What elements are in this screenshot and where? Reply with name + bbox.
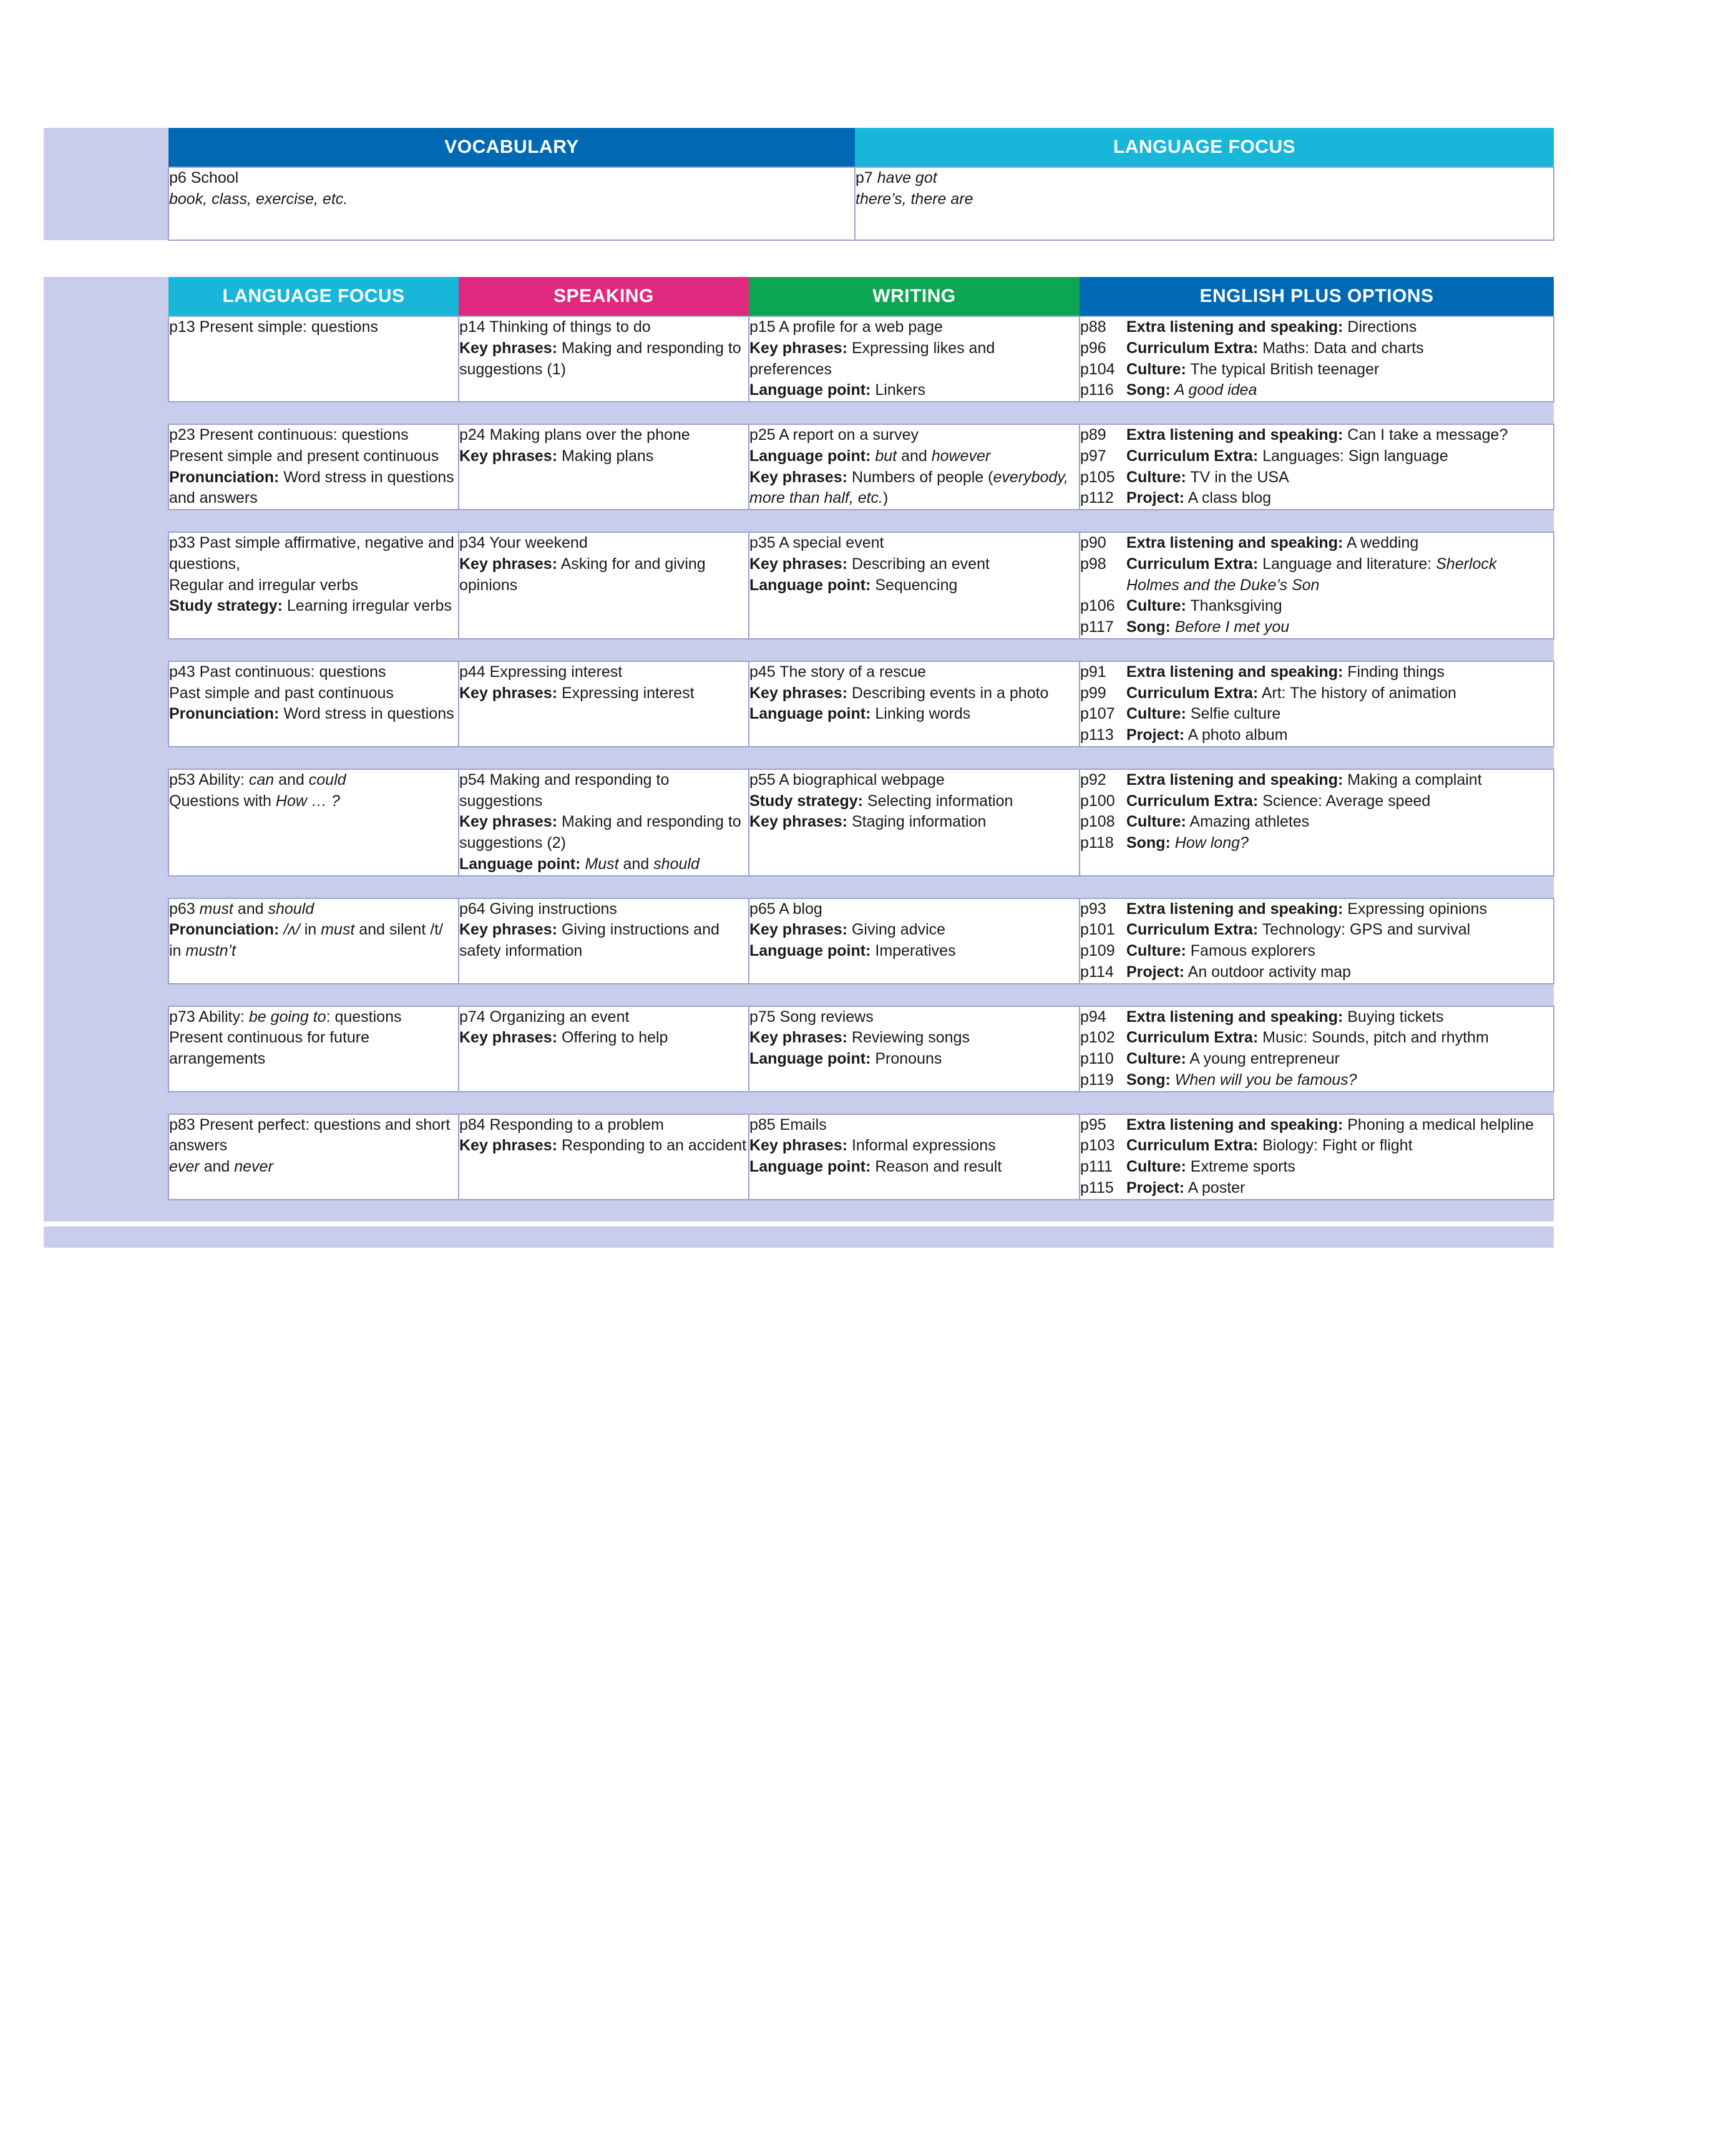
option-page: p110 bbox=[1080, 1050, 1114, 1067]
cell-speaking bbox=[459, 769, 749, 876]
option-page: p117 bbox=[1080, 618, 1114, 636]
cell-line: Language point: Linking words bbox=[749, 705, 971, 723]
cell-language-focus-intro bbox=[855, 167, 1554, 240]
cell-line: Study strategy: Selecting information bbox=[749, 792, 1013, 810]
option-line bbox=[1080, 962, 1553, 983]
table-row bbox=[44, 661, 1554, 747]
cell-line: p33 Past simple affirmative, negative and questions, bbox=[169, 534, 454, 573]
cell-line: Key phrases: Making and responding to suggestions (1) bbox=[459, 339, 741, 378]
cell-speaking bbox=[459, 661, 749, 747]
option-text: Culture: Selfie culture bbox=[1126, 705, 1281, 723]
option-text: Project: A photo album bbox=[1126, 726, 1288, 744]
unit-spacer bbox=[44, 1092, 1554, 1114]
main-header-row bbox=[44, 277, 1554, 316]
cell-line: Language point: Imperatives bbox=[749, 942, 956, 959]
cell-line: Language point: Reason and result bbox=[749, 1158, 1002, 1175]
option-page: p113 bbox=[1080, 726, 1114, 744]
option-page: p93 bbox=[1080, 900, 1106, 918]
unit-spacer-row bbox=[44, 876, 1554, 898]
option-text: Culture: Thanksgiving bbox=[1126, 597, 1282, 615]
option-line bbox=[1080, 467, 1553, 488]
lf-line-1: p7 have got bbox=[856, 169, 937, 187]
cell-line: Key phrases: Staging information bbox=[749, 813, 987, 831]
option-line bbox=[1080, 920, 1553, 941]
option-text: Curriculum Extra: Language and literature: Sherlock Holmes and the Duke’s Son bbox=[1126, 555, 1497, 594]
option-page: p98 bbox=[1080, 555, 1106, 573]
unit-spacer bbox=[44, 747, 1554, 769]
table-gap bbox=[44, 241, 1554, 277]
option-page: p104 bbox=[1080, 360, 1115, 378]
option-page: p100 bbox=[1080, 792, 1115, 810]
cell-line: Key phrases: Making and responding to suggestions (2) bbox=[459, 813, 741, 852]
option-text: Curriculum Extra: Science: Average speed bbox=[1126, 792, 1431, 810]
unit-spacer-row bbox=[44, 402, 1554, 424]
cell-line: Language point: Sequencing bbox=[749, 576, 958, 594]
unit-spacer-row bbox=[44, 639, 1554, 661]
option-page: p103 bbox=[1080, 1137, 1115, 1155]
row-marker-cell bbox=[44, 424, 168, 510]
option-line bbox=[1080, 725, 1553, 746]
unit-spacer-row bbox=[44, 984, 1554, 1006]
option-text: Culture: TV in the USA bbox=[1126, 468, 1289, 486]
option-text: Curriculum Extra: Maths: Data and charts bbox=[1126, 339, 1424, 357]
header-speaking: SPEAKING bbox=[459, 277, 749, 316]
row-marker-cell bbox=[44, 277, 168, 316]
cell-line: p15 A profile for a web page bbox=[749, 318, 943, 336]
cell-writing bbox=[749, 898, 1080, 984]
cell-line: Pronunciation: Word stress in questions and answers bbox=[169, 468, 454, 507]
option-line bbox=[1080, 488, 1553, 509]
cell-line: p73 Ability: be going to: questions bbox=[169, 1008, 402, 1026]
option-text: Curriculum Extra: Music: Sounds, pitch and rhythm bbox=[1126, 1029, 1489, 1047]
table-row bbox=[44, 316, 1554, 402]
option-line bbox=[1080, 617, 1553, 638]
option-text: Song: How long? bbox=[1126, 834, 1249, 852]
cell-line: p63 must and should bbox=[169, 900, 315, 918]
intro-body-row bbox=[44, 167, 1554, 240]
unit-spacer bbox=[44, 876, 1554, 898]
cell-line: Key phrases: Offering to help bbox=[459, 1029, 668, 1047]
option-text: Curriculum Extra: Languages: Sign language bbox=[1126, 447, 1448, 465]
cell-language-focus bbox=[168, 1114, 459, 1200]
cell-language-focus bbox=[168, 1006, 459, 1092]
cell-line: Present simple and present continuous bbox=[169, 447, 439, 465]
option-line bbox=[1080, 1115, 1553, 1136]
cell-line: p14 Thinking of things to do bbox=[459, 318, 651, 336]
vocab-line-2: book, class, exercise, etc. bbox=[169, 190, 348, 208]
cell-language-focus bbox=[168, 898, 459, 984]
row-marker-cell bbox=[44, 532, 168, 639]
cell-english-plus-options bbox=[1080, 532, 1554, 639]
option-text: Project: A poster bbox=[1126, 1178, 1246, 1197]
option-page: p108 bbox=[1080, 813, 1115, 831]
header-writing: WRITING bbox=[749, 277, 1080, 316]
cell-line: p75 Song reviews bbox=[749, 1008, 874, 1026]
option-line bbox=[1080, 899, 1553, 920]
option-line bbox=[1080, 317, 1553, 338]
header-english-plus-options: ENGLISH PLUS OPTIONS bbox=[1080, 277, 1554, 316]
option-page: p102 bbox=[1080, 1029, 1115, 1047]
option-text: Extra listening and speaking: Phoning a medical helpline bbox=[1126, 1115, 1534, 1134]
cell-vocabulary-intro bbox=[168, 167, 855, 240]
option-page: p115 bbox=[1080, 1178, 1114, 1197]
cell-line: p34 Your weekend bbox=[459, 534, 588, 551]
contents-page bbox=[44, 128, 1554, 1248]
cell-language-focus bbox=[168, 661, 459, 747]
unit-spacer-row bbox=[44, 747, 1554, 769]
cell-line: ever and never bbox=[169, 1158, 273, 1175]
cell-english-plus-options bbox=[1080, 898, 1554, 984]
option-line bbox=[1080, 1070, 1553, 1091]
option-text: Extra listening and speaking: Can I take a message? bbox=[1126, 426, 1508, 444]
header-language-focus: LANGUAGE FOCUS bbox=[168, 277, 459, 316]
cell-line: p24 Making plans over the phone bbox=[459, 426, 690, 444]
cell-speaking bbox=[459, 532, 749, 639]
table-row bbox=[44, 532, 1554, 639]
option-page: p89 bbox=[1080, 426, 1106, 444]
option-page: p96 bbox=[1080, 339, 1106, 357]
option-page: p109 bbox=[1080, 942, 1115, 959]
table-row bbox=[44, 424, 1554, 510]
intro-unit-table bbox=[44, 128, 1554, 241]
cell-writing bbox=[749, 424, 1080, 510]
row-marker-cell bbox=[44, 769, 168, 876]
option-page: p111 bbox=[1080, 1158, 1113, 1175]
row-marker-cell bbox=[44, 1006, 168, 1092]
cell-line: Key phrases: Numbers of people (everybody, more than half, etc.) bbox=[749, 468, 1068, 507]
unit-spacer-row bbox=[44, 510, 1554, 532]
cell-speaking bbox=[459, 1006, 749, 1092]
option-line bbox=[1080, 1049, 1553, 1070]
option-page: p114 bbox=[1080, 963, 1114, 981]
option-page: p112 bbox=[1080, 489, 1114, 507]
option-line bbox=[1080, 941, 1553, 962]
cell-line: p85 Emails bbox=[749, 1115, 827, 1134]
option-text: Culture: Extreme sports bbox=[1126, 1158, 1295, 1175]
cell-writing bbox=[749, 532, 1080, 639]
option-page: p99 bbox=[1080, 684, 1106, 702]
cell-writing bbox=[749, 1006, 1080, 1092]
cell-line: p25 A report on a survey bbox=[749, 426, 919, 444]
option-line bbox=[1080, 1157, 1553, 1178]
row-marker-cell bbox=[44, 128, 168, 167]
cell-line: p53 Ability: can and could bbox=[169, 770, 346, 789]
units-table bbox=[44, 277, 1554, 1221]
option-page: p91 bbox=[1080, 663, 1106, 681]
table-row bbox=[44, 1114, 1554, 1200]
cell-line: Pronunciation: Word stress in questions bbox=[169, 705, 454, 723]
option-page: p97 bbox=[1080, 447, 1106, 465]
cell-speaking bbox=[459, 898, 749, 984]
row-marker-cell bbox=[44, 898, 168, 984]
unit-spacer bbox=[44, 1200, 1554, 1221]
cell-line: Key phrases: Expressing likes and preferences bbox=[749, 339, 995, 378]
cell-line: Language point: Must and should bbox=[459, 855, 700, 873]
unit-spacer-row bbox=[44, 1200, 1554, 1221]
option-line bbox=[1080, 1007, 1553, 1028]
cell-english-plus-options bbox=[1080, 424, 1554, 510]
table-row bbox=[44, 898, 1554, 984]
unit-spacer bbox=[44, 510, 1554, 532]
bottom-bar bbox=[44, 1226, 1554, 1248]
header-language-focus-top: LANGUAGE FOCUS bbox=[855, 128, 1554, 167]
option-text: Culture: A young entrepreneur bbox=[1126, 1050, 1340, 1067]
option-line bbox=[1080, 1027, 1553, 1049]
cell-speaking bbox=[459, 316, 749, 402]
row-marker-cell bbox=[44, 1114, 168, 1200]
cell-line: Pronunciation: /ʌ/ in must and silent /t/ in mustn’t bbox=[169, 921, 444, 959]
option-text: Culture: Famous explorers bbox=[1126, 942, 1315, 959]
cell-line: p84 Responding to a problem bbox=[459, 1115, 665, 1134]
option-text: Song: A good idea bbox=[1126, 381, 1257, 399]
cell-line: Study strategy: Learning irregular verbs bbox=[169, 597, 452, 615]
option-text: Song: Before I met you bbox=[1126, 618, 1290, 636]
option-text: Extra listening and speaking: Expressing opinions bbox=[1126, 900, 1488, 918]
cell-line: Language point: Pronouns bbox=[749, 1050, 942, 1067]
cell-line: p64 Giving instructions bbox=[459, 900, 617, 918]
option-line bbox=[1080, 596, 1553, 617]
cell-line: p43 Past continuous: questions bbox=[169, 663, 386, 681]
cell-line: p55 A biographical webpage bbox=[749, 770, 945, 789]
cell-line: Key phrases: Reviewing songs bbox=[749, 1029, 970, 1047]
cell-line: Key phrases: Informal expressions bbox=[749, 1137, 996, 1155]
header-vocabulary: VOCABULARY bbox=[168, 128, 855, 167]
cell-english-plus-options bbox=[1080, 1006, 1554, 1092]
cell-line: Regular and irregular verbs bbox=[169, 576, 358, 594]
cell-writing bbox=[749, 661, 1080, 747]
option-text: Extra listening and speaking: A wedding bbox=[1126, 534, 1419, 551]
option-text: Project: A class blog bbox=[1126, 489, 1272, 507]
option-text: Extra listening and speaking: Directions bbox=[1126, 318, 1417, 336]
option-line bbox=[1080, 704, 1553, 725]
option-page: p94 bbox=[1080, 1008, 1106, 1026]
cell-language-focus bbox=[168, 424, 459, 510]
option-text: Culture: Amazing athletes bbox=[1126, 813, 1310, 831]
option-line bbox=[1080, 554, 1553, 596]
cell-writing bbox=[749, 769, 1080, 876]
cell-line: Key phrases: Making plans bbox=[459, 447, 654, 465]
cell-line: Past simple and past continuous bbox=[169, 684, 394, 702]
unit-spacer-row bbox=[44, 1092, 1554, 1114]
intro-header-row bbox=[44, 128, 1554, 167]
option-line bbox=[1080, 791, 1553, 812]
cell-writing bbox=[749, 316, 1080, 402]
cell-line: Key phrases: Asking for and giving opinions bbox=[459, 555, 706, 594]
option-page: p105 bbox=[1080, 468, 1115, 486]
option-text: Project: An outdoor activity map bbox=[1126, 963, 1351, 981]
option-line bbox=[1080, 770, 1553, 791]
option-line bbox=[1080, 812, 1553, 833]
cell-line: Language point: but and however bbox=[749, 447, 991, 465]
cell-english-plus-options bbox=[1080, 316, 1554, 402]
cell-line: p35 A special event bbox=[749, 534, 884, 551]
cell-line: p45 The story of a rescue bbox=[749, 663, 927, 681]
option-line bbox=[1080, 683, 1553, 704]
table-row bbox=[44, 769, 1554, 876]
cell-english-plus-options bbox=[1080, 769, 1554, 876]
unit-spacer bbox=[44, 402, 1554, 424]
cell-line: p83 Present perfect: questions and short answers bbox=[169, 1115, 451, 1155]
option-line bbox=[1080, 338, 1553, 359]
cell-language-focus bbox=[168, 769, 459, 876]
option-text: Extra listening and speaking: Finding things bbox=[1126, 663, 1445, 681]
option-line bbox=[1080, 1135, 1553, 1157]
cell-speaking bbox=[459, 424, 749, 510]
option-line bbox=[1080, 359, 1553, 381]
cell-line: Key phrases: Expressing interest bbox=[459, 684, 695, 702]
option-line bbox=[1080, 533, 1553, 554]
option-page: p88 bbox=[1080, 318, 1106, 336]
cell-line: p44 Expressing interest bbox=[459, 663, 623, 681]
cell-line: Questions with How … ? bbox=[169, 792, 340, 810]
option-page: p107 bbox=[1080, 705, 1115, 723]
option-text: Extra listening and speaking: Buying tickets bbox=[1126, 1008, 1444, 1026]
unit-spacer bbox=[44, 639, 1554, 661]
cell-line: Key phrases: Describing events in a photo bbox=[749, 684, 1049, 702]
cell-line: p23 Present continuous: questions bbox=[169, 426, 409, 444]
row-marker-cell bbox=[44, 316, 168, 402]
option-text: Curriculum Extra: Art: The history of animation bbox=[1126, 684, 1456, 702]
cell-line: Key phrases: Giving instructions and safety information bbox=[459, 921, 719, 959]
table-row bbox=[44, 1006, 1554, 1092]
cell-line: p74 Organizing an event bbox=[459, 1008, 630, 1026]
option-line bbox=[1080, 446, 1553, 467]
option-page: p92 bbox=[1080, 770, 1106, 789]
option-text: Curriculum Extra: Technology: GPS and survival bbox=[1126, 921, 1471, 939]
cell-line: Key phrases: Describing an event bbox=[749, 555, 990, 573]
unit-spacer bbox=[44, 984, 1554, 1006]
option-line bbox=[1080, 1178, 1553, 1199]
cell-line: p13 Present simple: questions bbox=[169, 318, 378, 336]
cell-line: p65 A blog bbox=[749, 900, 822, 918]
row-marker-cell bbox=[44, 661, 168, 747]
option-text: Extra listening and speaking: Making a complaint bbox=[1126, 770, 1482, 789]
cell-line: Key phrases: Responding to an accident bbox=[459, 1137, 747, 1155]
option-text: Culture: The typical British teenager bbox=[1126, 360, 1380, 378]
option-line bbox=[1080, 833, 1553, 854]
cell-english-plus-options bbox=[1080, 661, 1554, 747]
vocab-line-1: p6 School bbox=[169, 169, 239, 187]
row-marker-cell bbox=[44, 167, 168, 240]
cell-language-focus bbox=[168, 532, 459, 639]
option-line bbox=[1080, 662, 1553, 683]
option-line bbox=[1080, 425, 1553, 446]
cell-english-plus-options bbox=[1080, 1114, 1554, 1200]
option-page: p106 bbox=[1080, 597, 1115, 615]
cell-line: p54 Making and responding to suggestions bbox=[459, 770, 670, 810]
option-page: p90 bbox=[1080, 534, 1106, 551]
cell-speaking bbox=[459, 1114, 749, 1200]
option-page: p95 bbox=[1080, 1115, 1106, 1134]
cell-line: Present continuous for future arrangements bbox=[169, 1029, 370, 1067]
option-page: p101 bbox=[1080, 921, 1115, 939]
cell-writing bbox=[749, 1114, 1080, 1200]
lf-line-2: there’s, there are bbox=[856, 190, 973, 208]
option-page: p116 bbox=[1080, 381, 1114, 399]
cell-language-focus bbox=[168, 316, 459, 402]
option-text: Curriculum Extra: Biology: Fight or flight bbox=[1126, 1137, 1413, 1155]
option-text: Song: When will you be famous? bbox=[1126, 1071, 1357, 1089]
cell-line: Language point: Linkers bbox=[749, 381, 925, 399]
cell-line: Key phrases: Giving advice bbox=[749, 921, 946, 939]
option-line bbox=[1080, 380, 1553, 401]
option-page: p118 bbox=[1080, 834, 1114, 852]
option-page: p119 bbox=[1080, 1071, 1114, 1089]
